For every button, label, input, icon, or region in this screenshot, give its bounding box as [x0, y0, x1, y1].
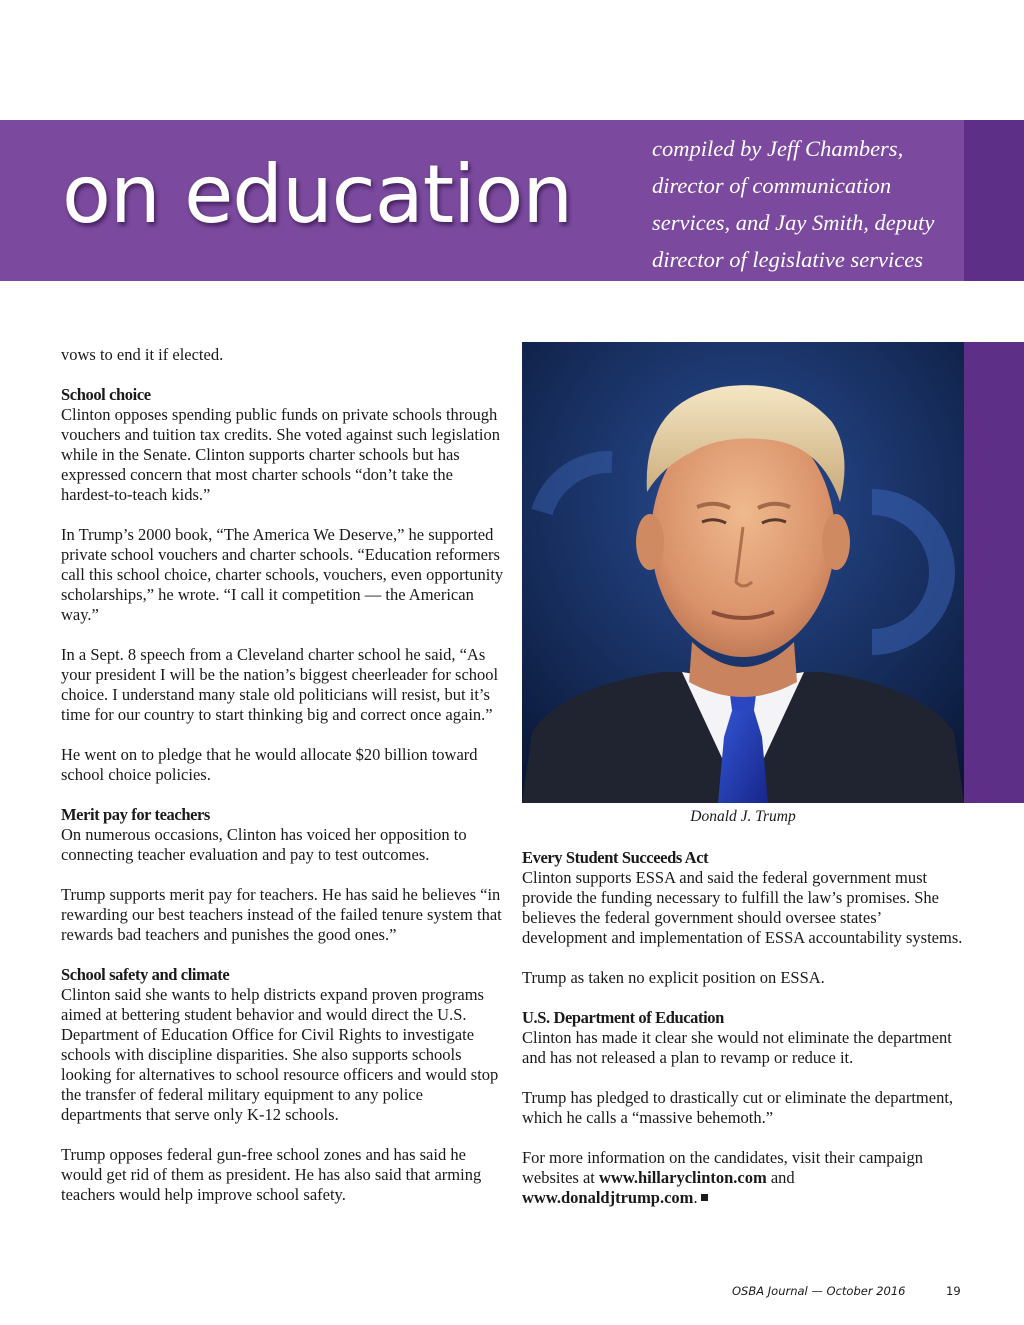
- trump-website-link[interactable]: www.donaldjtrump.com: [522, 1188, 694, 1207]
- portrait-illustration: [522, 342, 964, 803]
- candidate-photo: [522, 342, 964, 803]
- more-info-paragraph: [522, 1148, 964, 1208]
- body-paragraph: He went on to pledge that he would allocate $20 billion toward school choice policies.: [61, 745, 478, 784]
- byline-line: director of legislative services: [652, 247, 923, 272]
- body-paragraph: Trump as taken no explicit position on ESSA.: [522, 968, 825, 987]
- more-info-period: .: [693, 1188, 698, 1207]
- clinton-website-link[interactable]: www.hillaryclinton.com: [598, 1168, 767, 1187]
- more-info-conjunction: and: [770, 1168, 795, 1187]
- photo-caption: Donald J. Trump: [690, 808, 796, 825]
- body-paragraph: In a Sept. 8 speech from a Cleveland charter school he said, “As your president I will be the nation’s biggest cheerleader for school choice. I understand many stale old politicians will resist, but it’s time for our country to start thinking big and correct once again.”: [61, 645, 499, 724]
- decorative-side-bar: [964, 342, 1024, 803]
- byline: [652, 130, 957, 278]
- body-paragraph: Clinton supports ESSA and said the federal government must provide the funding necessary to fulfill the law’s promises. She believes the federal government should oversee states’ development and implementation of ESSA accountability systems.: [522, 868, 963, 947]
- body-paragraph: On numerous occasions, Clinton has voiced her opposition to connecting teacher evaluation and pay to test outcomes.: [61, 825, 467, 864]
- body-paragraph: Trump has pledged to drastically cut or eliminate the department, which he calls a “massive behemoth.”: [522, 1088, 954, 1127]
- section-heading: Every Student Succeeds Act: [522, 848, 709, 867]
- footer-journal: OSBA Journal — October 2016: [732, 1284, 906, 1298]
- body-paragraph: Trump supports merit pay for teachers. He has said he believes “in rewarding our best teachers instead of the failed tenure system that rewards bad teachers and punishes the good ones.”: [61, 885, 502, 944]
- byline-line: services, and Jay Smith, deputy: [652, 210, 935, 235]
- section-title: on education: [62, 148, 573, 241]
- section-heading: Merit pay for teachers: [61, 805, 210, 824]
- more-info-text: For more information on the candidates, visit their campaign websites at: [522, 1148, 923, 1187]
- page-number: 19: [946, 1284, 961, 1298]
- byline-line: director of communication: [652, 173, 892, 198]
- header-banner-edge: [964, 120, 1024, 281]
- section-heading: U.S. Department of Education: [522, 1008, 724, 1027]
- byline-line: compiled by Jeff Chambers,: [652, 136, 904, 161]
- intro-paragraph: vows to end it if elected.: [61, 345, 224, 364]
- body-paragraph: Clinton said she wants to help districts expand proven programs aimed at bettering student behavior and would direct the U.S. Department of Education Office for Civil Rights to investigate schools with discipline disparities. She also supports schools looking for alternatives to school resource officers and would stop the transfer of federal military equipment to any police departments that serve only K-12 schools.: [61, 985, 499, 1124]
- body-paragraph: Trump opposes federal gun-free school zones and has said he would get rid of them as president. He has also said that arming teachers would help improve school safety.: [61, 1145, 482, 1204]
- left-column: [61, 345, 506, 1225]
- body-paragraph: In Trump’s 2000 book, “The America We Deserve,” he supported private school vouchers and charter schools. “Education reformers call this school choice, charter schools, vouchers, even opportunity scholarships,” he wrote. “I call it competition — the American way.”: [61, 525, 504, 624]
- section-heading: School choice: [61, 385, 151, 404]
- right-column: [522, 848, 964, 1228]
- body-paragraph: Clinton opposes spending public funds on private schools through vouchers and tuition tax credits. She voted against such legislation while in the Senate. Clinton supports charter schools but has expressed concern that most charter schools “don’t take the hardest-to-teach kids.”: [61, 405, 500, 504]
- section-heading: School safety and climate: [61, 965, 230, 984]
- body-paragraph: Clinton has made it clear she would not eliminate the department and has not released a plan to revamp or reduce it.: [522, 1028, 952, 1067]
- end-of-article-mark: [701, 1194, 708, 1201]
